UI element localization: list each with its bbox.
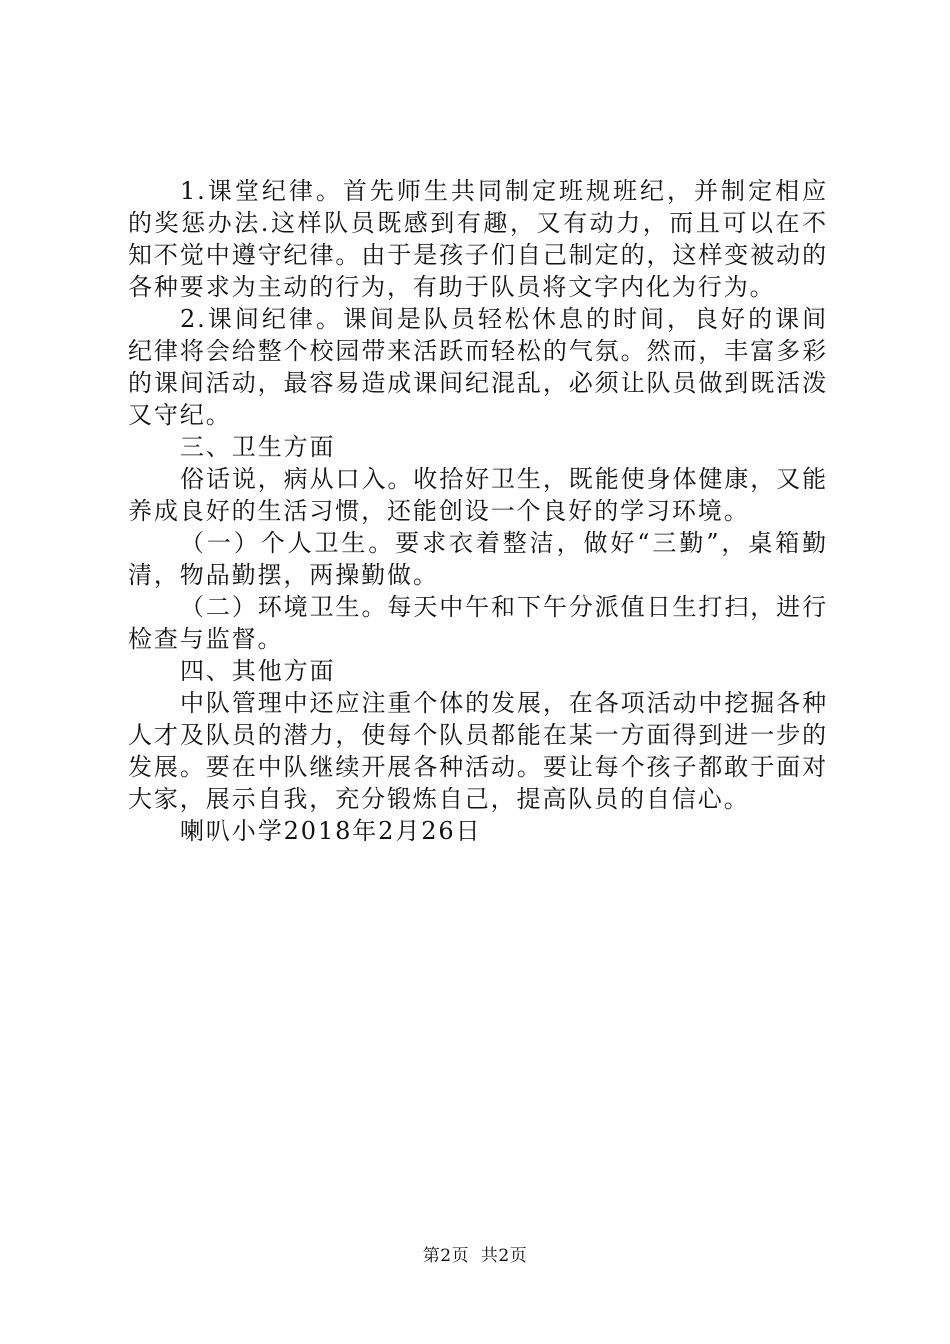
paragraph-classroom-discipline: 1.课堂纪律。首先师生共同制定班规班纪，并制定相应的奖惩办法.这样队员既感到有趣，又有动力，而且可以在不知不觉中遵守纪律。由于是孩子们自己制定的，这样变被动的各种要求为主动的行为，有助于队员将文字内化为行为。 — [128, 177, 828, 301]
paragraph-personal-hygiene: （一）个人卫生。要求衣着整洁，做好“三勤”，桌箱勤清，物品勤摆，两操勤做。 — [128, 529, 828, 589]
section-heading-other: 四、其他方面 — [180, 657, 336, 685]
paragraph-hygiene-intro: 俗话说，病从口入。收拾好卫生，既能使身体健康，又能养成良好的生活习惯，还能创设一个良好的学习环境。 — [128, 465, 828, 525]
section-heading-hygiene: 三、卫生方面 — [180, 433, 336, 461]
page-number-label: 第2页 共2页 — [422, 1246, 528, 1266]
document-body — [128, 175, 828, 847]
signature-date-line: 喇叭小学2018年2月26日 — [180, 817, 482, 845]
page-footer — [0, 1245, 950, 1267]
paragraph-other-aspects: 中队管理中还应注重个体的发展，在各项活动中挖掘各种人才及队员的潜力，使每个队员都能在某一方面得到进一步的发展。要在中队继续开展各种活动。要让每个孩子都敢于面对大家，展示自我，充分锻炼自己，提高队员的自信心。 — [128, 689, 828, 813]
paragraph-break-discipline: 2.课间纪律。课间是队员轻松休息的时间，良好的课间纪律将会给整个校园带来活跃而轻松的气氛。然而，丰富多彩的课间活动，最容易造成课间纪混乱，必须让队员做到既活泼又守纪。 — [128, 305, 828, 429]
paragraph-environment-hygiene: （二）环境卫生。每天中午和下午分派值日生打扫，进行检查与监督。 — [128, 593, 828, 653]
